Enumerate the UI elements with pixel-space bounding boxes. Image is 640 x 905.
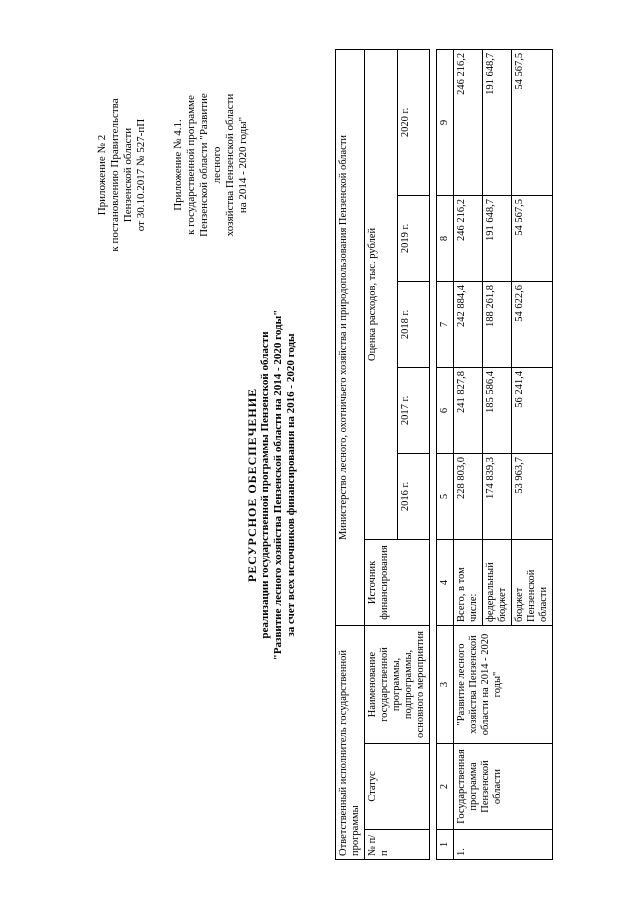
value-total-2020: 246 216,2 xyxy=(454,49,483,195)
row-num: 1. xyxy=(454,830,553,860)
year-2018: 2018 г. xyxy=(397,281,430,367)
colnum-9: 9 xyxy=(437,49,454,195)
value-federal-2018: 188 261,8 xyxy=(483,281,512,367)
header-status: Статус xyxy=(365,744,430,830)
appendix-main-note xyxy=(96,85,148,265)
header-source: Источник финансирования xyxy=(365,539,430,625)
responsible-label: Ответственный исполнитель государственной программы xyxy=(336,625,365,859)
value-total-2017: 241 827,8 xyxy=(454,367,483,453)
table-separator xyxy=(430,49,437,859)
source-federal: федеральный бюджет xyxy=(483,539,512,625)
title-line2: реализации государственной программы Пензенской области xyxy=(259,331,271,639)
appendix-sub-line4: хозяйства Пензенской области xyxy=(224,93,236,237)
responsible-row xyxy=(336,49,365,859)
value-regional-2019: 54 567,5 xyxy=(512,195,553,281)
header-row-1 xyxy=(365,49,398,859)
value-regional-2018: 54 622,6 xyxy=(512,281,553,367)
colnum-3: 3 xyxy=(437,625,454,743)
column-numbers-row xyxy=(437,49,454,859)
document-title xyxy=(246,275,298,695)
colnum-1: 1 xyxy=(437,830,454,860)
row-name: "Развитие лесного хозяйства Пензенской области на 2014 - 2020 годы" xyxy=(454,625,553,743)
appendix-main-line1: Приложение № 2 xyxy=(96,134,108,216)
header-num: № п/п xyxy=(365,830,430,860)
value-federal-2020: 191 648,7 xyxy=(483,49,512,195)
appendix-sub-line1: Приложение № 4.1. xyxy=(172,119,184,211)
appendix-sub-note xyxy=(172,75,250,255)
colnum-7: 7 xyxy=(437,281,454,367)
header-estimate: Оценка расходов, тыс. рублей xyxy=(365,49,398,539)
source-regional: бюджет Пензенской области xyxy=(512,539,553,625)
value-federal-2019: 191 648,7 xyxy=(483,195,512,281)
appendix-main-line4: от 30.10.2017 № 527-пП xyxy=(135,118,147,232)
title-line4: за счет всех источников финансирования на 2016 - 2020 годы xyxy=(285,333,297,637)
year-2020: 2020 г. xyxy=(397,49,430,195)
colnum-8: 8 xyxy=(437,195,454,281)
colnum-5: 5 xyxy=(437,453,454,539)
value-total-2018: 242 884,4 xyxy=(454,281,483,367)
appendix-main-line2: к постановлению Правительства xyxy=(109,98,121,252)
table-row xyxy=(454,49,483,859)
colnum-2: 2 xyxy=(437,744,454,830)
resource-table xyxy=(335,49,553,860)
appendix-sub-line5: на 2014 - 2020 годы" xyxy=(237,116,249,214)
value-federal-2017: 185 586,4 xyxy=(483,367,512,453)
value-total-2019: 246 216,2 xyxy=(454,195,483,281)
value-regional-2016: 53 963,7 xyxy=(512,453,553,539)
title-line1: РЕСУРСНОЕ ОБЕСПЕЧЕНИЕ xyxy=(245,387,259,583)
value-total-2016: 228 803,0 xyxy=(454,453,483,539)
year-2016: 2016 г. xyxy=(397,453,430,539)
appendix-sub-line3: Пензенской области "Развитие лесного xyxy=(198,93,223,237)
separator-cell xyxy=(430,49,437,859)
source-total: Всего, в том числе: xyxy=(454,539,483,625)
value-regional-2017: 56 241,4 xyxy=(512,367,553,453)
header-name: Наименование государственной программы, подпрограммы, основного мероприятия xyxy=(365,625,430,743)
colnum-4: 4 xyxy=(437,539,454,625)
year-2017: 2017 г. xyxy=(397,367,430,453)
colnum-6: 6 xyxy=(437,367,454,453)
appendix-main-line3: Пензенской области xyxy=(122,127,134,223)
year-2019: 2019 г. xyxy=(397,195,430,281)
responsible-value: Министерство лесного, охотничьего хозяйства и природопользования Пензенской области xyxy=(336,49,365,625)
row-status: Государственная программа Пензенской области xyxy=(454,744,553,830)
value-regional-2020: 54 567,5 xyxy=(512,49,553,195)
value-federal-2016: 174 839,3 xyxy=(483,453,512,539)
title-line3: "Развитие лесного хозяйства Пензенской области на 2014 - 2020 годы" xyxy=(272,309,284,661)
appendix-sub-line2: к государственной программе xyxy=(185,95,197,235)
